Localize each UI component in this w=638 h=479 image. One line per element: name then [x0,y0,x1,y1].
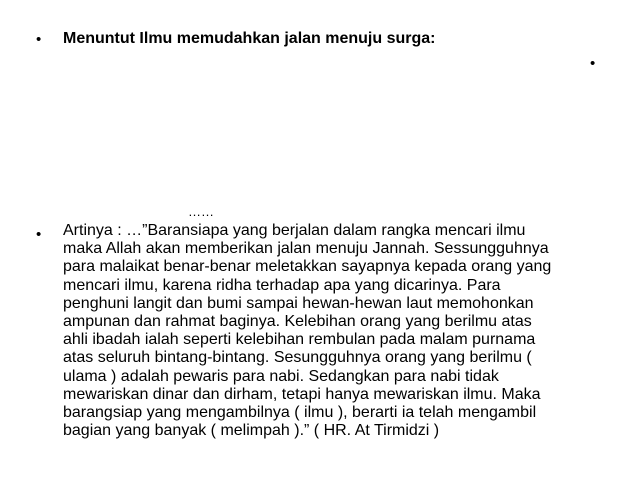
paragraph-line: mencari ilmu, karena ridha terhadap apa yang dicarinya. Para [63,276,501,294]
paragraph-line: maka Allah akan memberikan jalan menuju Jannah. Sessungguhnya [63,240,549,258]
paragraph-line: ulama ) adalah pewaris para nabi. Sedangkan para nabi tidak [63,367,499,385]
paragraph-line: ampunan dan rahmat baginya. Kelebihan orang yang berilmu atas [63,312,532,330]
bullet-2: • [590,55,596,72]
paragraph-line: bagian yang banyak ( melimpah ).” ( HR. At Tirmidzi ) [63,422,440,440]
bullet-1: • [36,31,42,48]
paragraph-line: atas seluruh bintang-bintang. Sesungguhnya orang yang berilmu ( [63,349,532,367]
paragraph-line: Artinya : …”Baransiapa yang berjalan dalam rangka mencari ilmu [63,222,526,239]
heading-text: Menuntut Ilmu memudahkan jalan menuju surga: [63,30,436,47]
paragraph-line: ahli ibadah ialah seperti kelebihan rembulan pada malam purnama [63,331,536,349]
body-paragraph [63,222,623,440]
paragraph-line: mewariskan dinar dan dirham, tetapi hanya mewariskan ilmu. Maka [63,385,541,403]
paragraph-line: penghuni langit dan bumi sampai hewan-hewan laut memohonkan [63,294,534,312]
ellipsis-text: …… [188,204,214,219]
paragraph-line: para malaikat benar-benar meletakkan sayapnya kepada orang yang [63,258,552,276]
paragraph-line: barangsiap yang mengambilnya ( ilmu ), berarti ia telah mengambil [63,403,537,421]
bullet-3: • [36,226,42,243]
